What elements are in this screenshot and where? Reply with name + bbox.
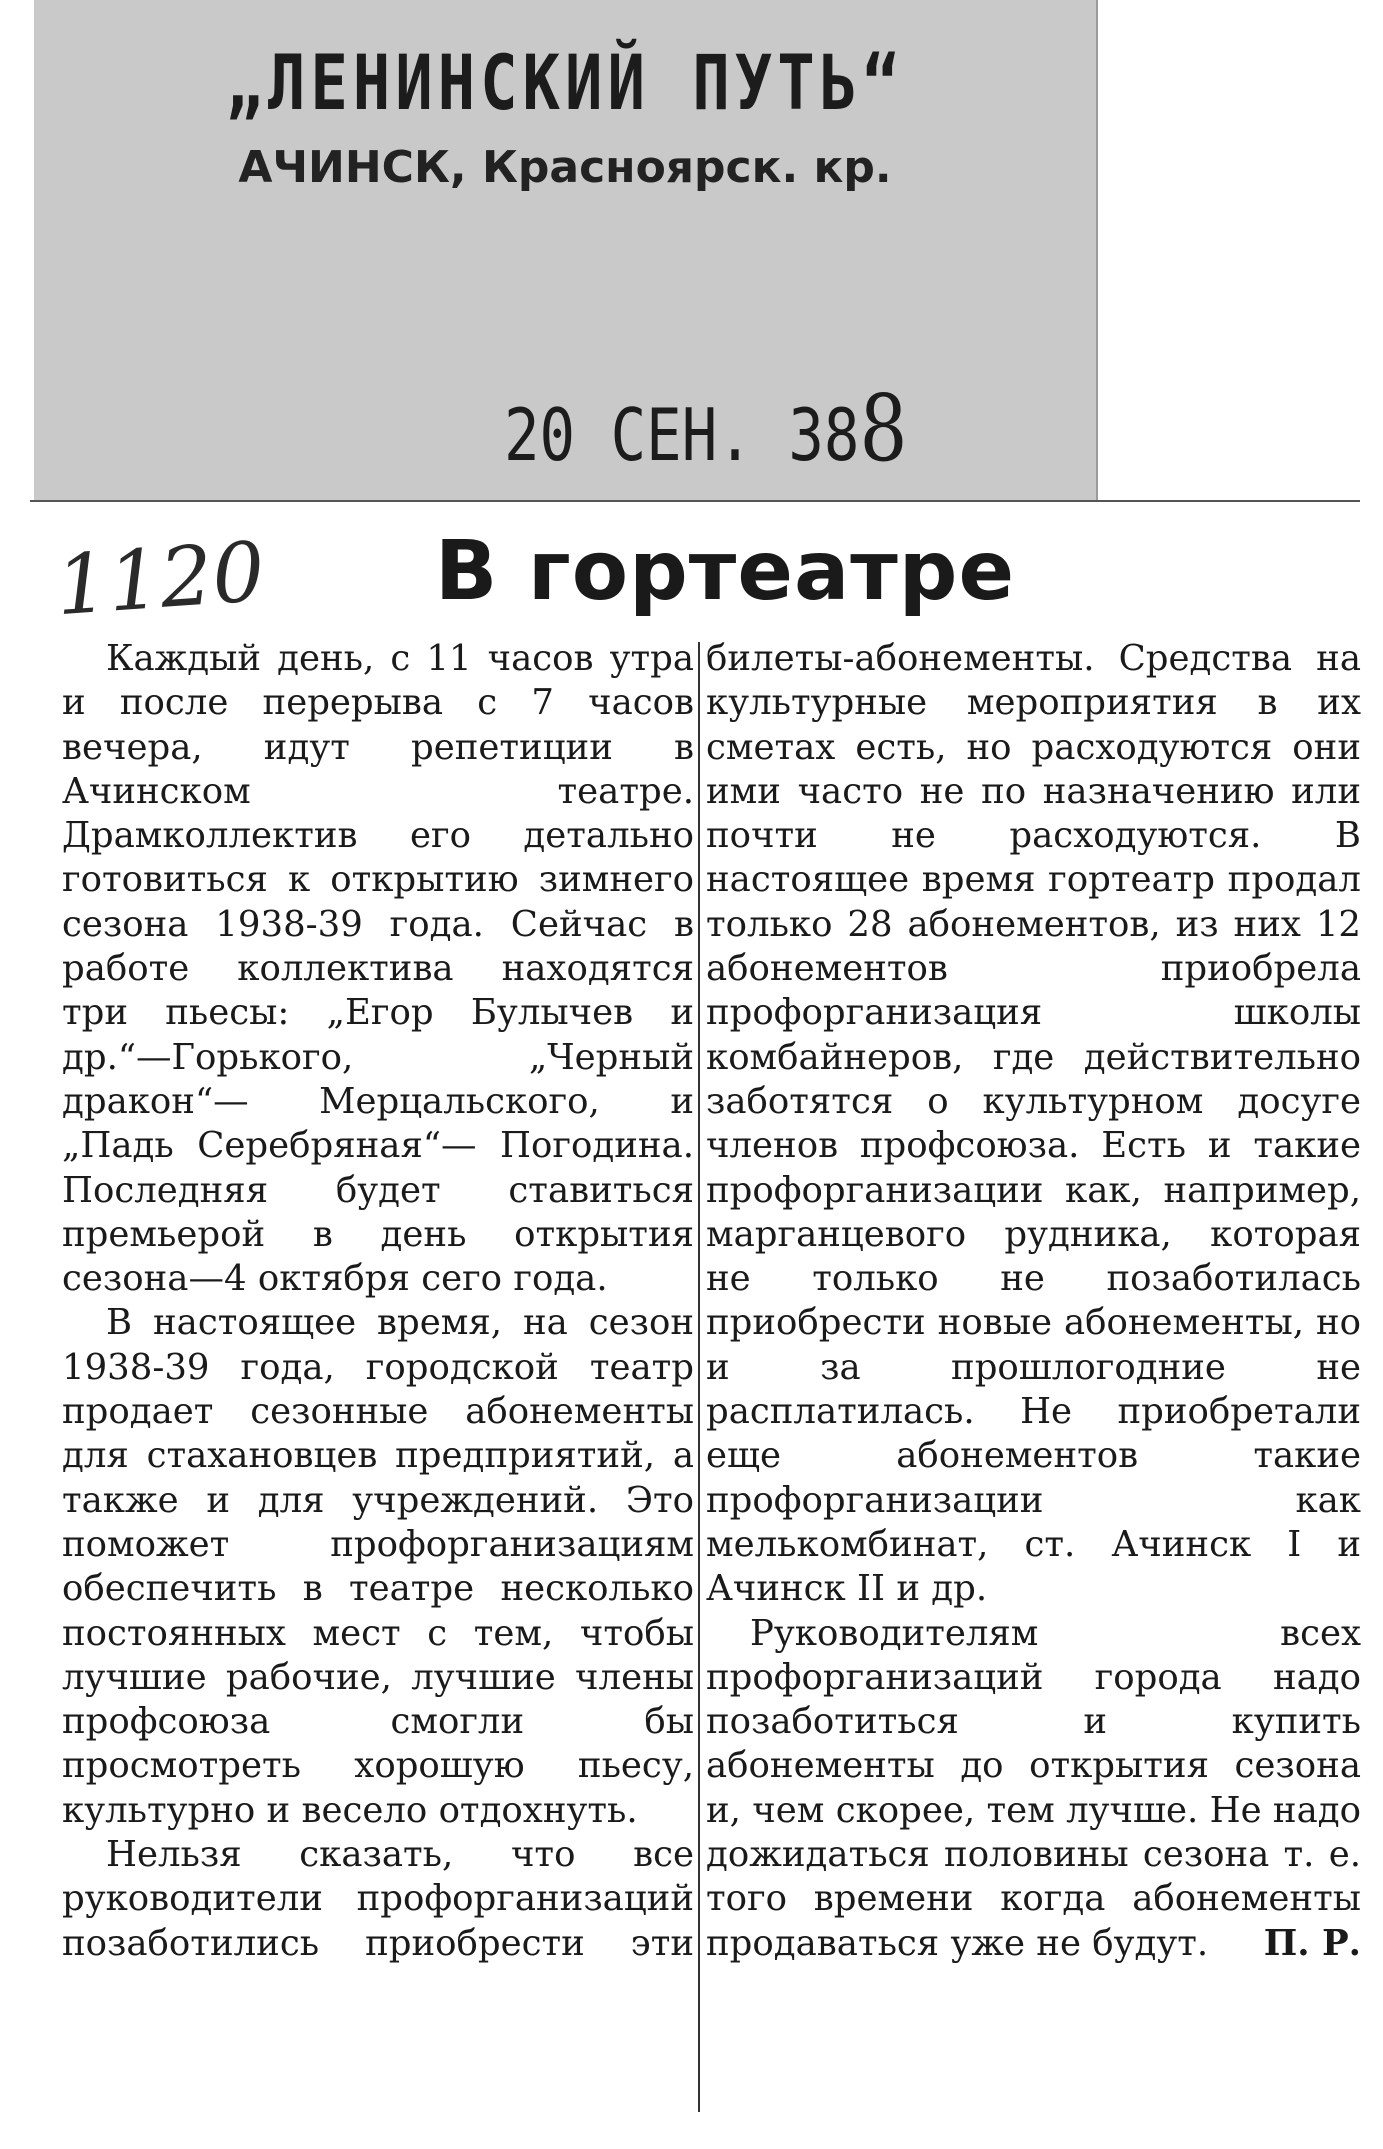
newspaper-clipping (30, 500, 1360, 2142)
stamp-slip (34, 0, 1098, 505)
paragraph-text: Руководителям всех профорганизаций города надо позаботиться и купить абонементы до открытия сезона и, чем скорее, тем лучше. Не надо дожидаться половины сезона т. е. того времени когда абонементы продаваться уже не будут. (706, 1612, 1361, 1964)
date-stamp-handwritten-digit: 8 (859, 375, 908, 482)
author-signature: П. Р. (1263, 1922, 1361, 1964)
date-stamp (504, 375, 907, 482)
handwritten-number: 1120 (52, 524, 268, 635)
article-headline: В гортеатре (434, 524, 1016, 619)
date-stamp-text: 20 СЕН. 38 (504, 393, 860, 477)
article-column-right (706, 637, 1361, 1966)
paragraph (706, 1612, 1361, 1966)
column-divider (698, 642, 700, 2112)
paragraph: В настоящее время, на сезон 1938-39 года, городской театр продает сезонные абонементы для стахановцев предприятий, а также и для учреждений. Это поможет профорганизациям обеспечить в театре несколько постоянных мест с тем, чтобы лучшие рабочие, лучшие члены профсоюза смогли бы просмотреть хорошую пьесу, культурно и весело отдохнуть. (62, 1302, 694, 1831)
article-column-left (62, 637, 694, 1966)
paragraph: Нельзя сказать, что все руководители профорганизаций позаботились приобрести эти (62, 1834, 694, 1964)
paragraph: Каждый день, с 11 часов утра и после перерыва с 7 часов вечера, идут репетиции в Ачинском театре. Драмколлектив его детально готовиться к открытию зимнего сезона 1938-39 года. Сейчас в работе коллектива находятся три пьесы: „Егор Булычев и др.“—Горького, „Черный дракон“— Мерцальского, и „Падь Серебряная“— Погодина. Последняя будет ставиться премьерой в день открытия сезона—4 октября сего года. (62, 638, 694, 1300)
newspaper-stamp-location: АЧИНСК, Красноярск. кр. (238, 142, 892, 193)
paragraph: билеты-абонементы. Средства на культурные мероприятия в их сметах есть, но расходуются они ими часто не по назначению или почти не расходуются. В настоящее время гортеатр продал только 28 абонементов, из них 12 абонементов приобрела профорганизация школы комбайнеров, где действительно заботятся о культурном досуге членов профсоюза. Есть и такие профорганизации как, например, марганцевого рудника, которая не только не позаботилась приобрести новые абонементы, но и за прошлогодние не расплатилась. Не приобретали еще абонементов такие профорганизации как мелькомбинат, ст. Ачинск I и Ачинск II и др. (706, 638, 1361, 1610)
newspaper-stamp-title: „ЛЕНИНСКИЙ ПУТЬ“ (225, 38, 905, 127)
